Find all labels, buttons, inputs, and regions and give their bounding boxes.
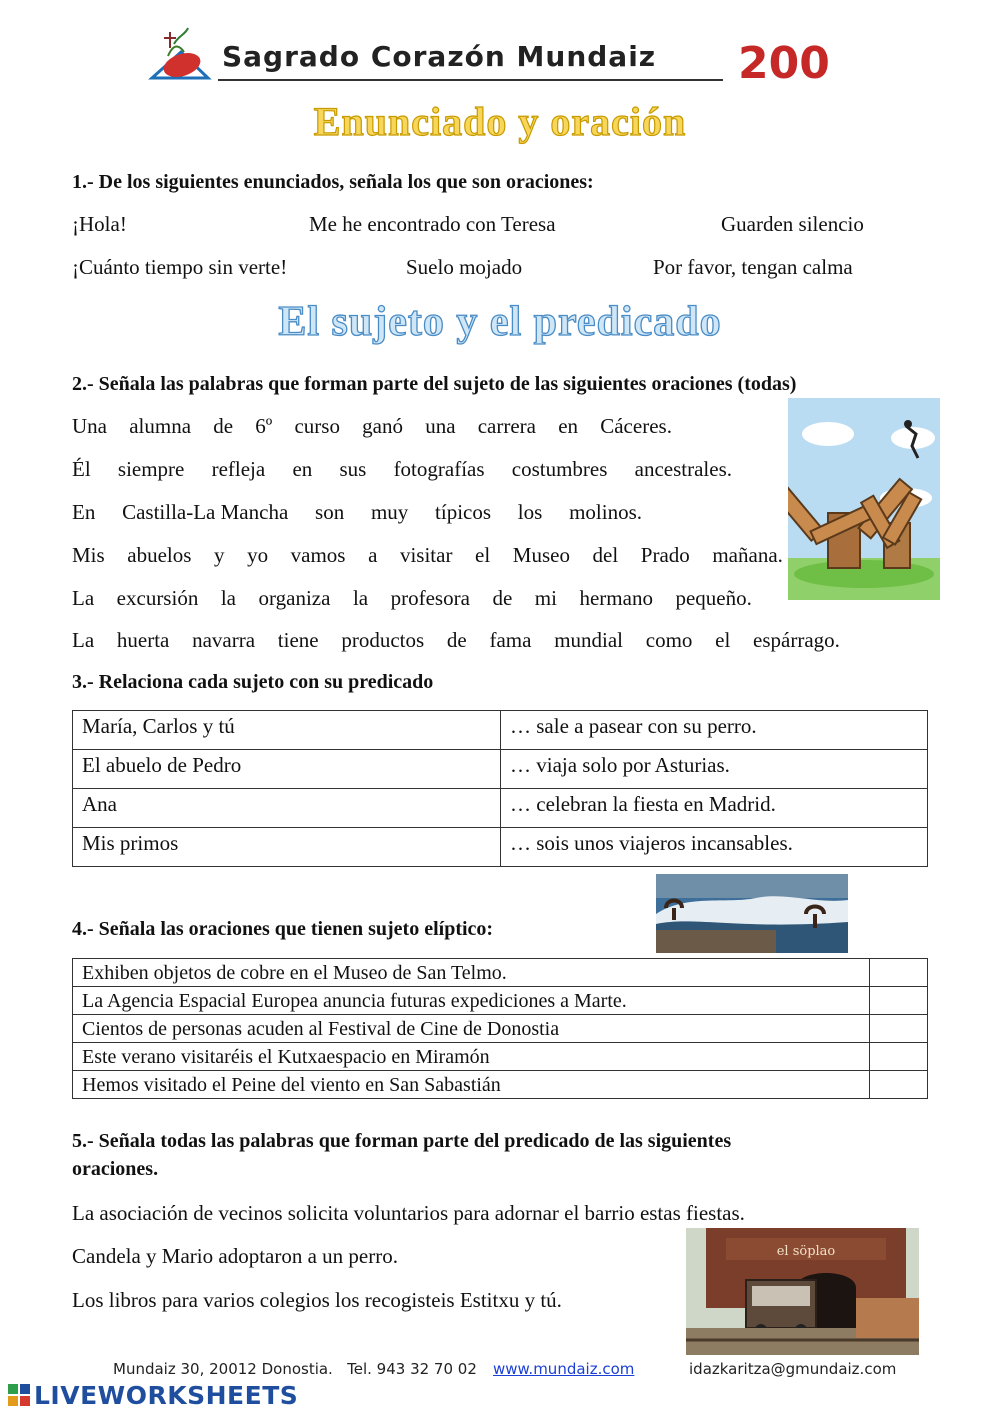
- q2-word[interactable]: Mis: [72, 543, 105, 567]
- q5-sentence[interactable]: Candela y Mario adoptaron a un perro.: [72, 1244, 398, 1268]
- table-row: [73, 1071, 928, 1099]
- table-row: [73, 750, 928, 789]
- peine-del-viento-photo: [656, 874, 848, 953]
- q4-checkbox-cell[interactable]: [870, 959, 928, 987]
- school-name: Sagrado Corazón Mundaiz: [222, 40, 657, 73]
- q5-heading-line1: 5.- Señala todas las palabras que forman parte del predicado de las siguientes: [72, 1130, 732, 1152]
- q2-word[interactable]: tiene: [277, 628, 319, 652]
- q5-sentence[interactable]: La asociación de vecinos solicita voluntarios para adornar el barrio estas fiestas.: [72, 1201, 745, 1225]
- elliptic-subject-table: [72, 958, 928, 1099]
- q5-sentence[interactable]: Los libros para varios colegios los recogisteis Estitxu y tú.: [72, 1288, 562, 1312]
- q2-sentence: [72, 414, 672, 439]
- q2-word[interactable]: la: [220, 586, 236, 610]
- footer-website-link[interactable]: www.mundaiz.com: [493, 1360, 635, 1378]
- q2-word[interactable]: abuelos: [127, 543, 192, 567]
- el-soplao-photo: [686, 1228, 919, 1355]
- section-title-sujeto-predicado: El sujeto y el predicado: [278, 299, 722, 345]
- q2-word[interactable]: La: [72, 628, 95, 652]
- el-soplao-sign: el söplao: [776, 1244, 836, 1259]
- q2-word[interactable]: mañana.: [712, 543, 783, 567]
- q2-word[interactable]: 6º: [255, 414, 273, 438]
- q2-word[interactable]: y: [214, 543, 225, 567]
- q2-word[interactable]: visitar: [399, 543, 453, 567]
- q2-word[interactable]: típicos: [435, 500, 492, 524]
- footer-address: Mundaiz 30, 20012 Donostia. Tel. 943 32 70 02: [113, 1360, 477, 1378]
- q2-sentence: [72, 628, 840, 653]
- footer-email: idazkaritza@gmundaiz.com: [689, 1360, 897, 1378]
- q2-word[interactable]: huerta: [116, 628, 170, 652]
- q2-word[interactable]: Museo: [512, 543, 570, 567]
- predicate-cell[interactable]: … viaja solo por Asturias.: [501, 750, 928, 789]
- table-row: [73, 987, 928, 1015]
- subject-cell[interactable]: Mis primos: [73, 828, 501, 867]
- q2-word[interactable]: en: [292, 457, 313, 481]
- table-row: [73, 789, 928, 828]
- subject-predicate-table: [72, 710, 928, 867]
- q2-word[interactable]: pequeño.: [675, 586, 752, 610]
- q2-word[interactable]: una: [425, 414, 456, 438]
- q2-word[interactable]: los: [517, 500, 543, 524]
- q2-word[interactable]: refleja: [211, 457, 266, 481]
- q2-sentence: [72, 500, 642, 525]
- q2-word[interactable]: del: [592, 543, 619, 567]
- q4-checkbox-cell[interactable]: [870, 1043, 928, 1071]
- q2-word[interactable]: Él: [72, 457, 91, 481]
- q2-word[interactable]: costumbres: [511, 457, 608, 481]
- q2-word[interactable]: Castilla-La Mancha: [122, 500, 289, 524]
- q1-option[interactable]: Por favor, tengan calma: [653, 255, 853, 279]
- subject-cell[interactable]: María, Carlos y tú: [73, 711, 501, 750]
- q4-sentence: La Agencia Espacial Europea anuncia futuras expediciones a Marte.: [73, 987, 870, 1015]
- q4-heading: 4.- Señala las oraciones que tienen sujeto elíptico:: [72, 918, 494, 940]
- q2-word[interactable]: a: [368, 543, 378, 567]
- q2-word[interactable]: yo: [247, 543, 269, 567]
- q2-word[interactable]: siempre: [117, 457, 185, 481]
- q2-word[interactable]: productos: [341, 628, 425, 652]
- q4-checkbox-cell[interactable]: [870, 1071, 928, 1099]
- q2-word[interactable]: Una: [72, 414, 107, 438]
- q2-word[interactable]: espárrago.: [753, 628, 840, 652]
- q2-word[interactable]: La: [72, 586, 95, 610]
- q2-word[interactable]: son: [315, 500, 345, 524]
- q2-word[interactable]: hermano: [579, 586, 653, 610]
- table-row: [73, 711, 928, 750]
- predicate-cell[interactable]: … sois unos viajeros incansables.: [501, 828, 928, 867]
- q2-word[interactable]: fotografías: [393, 457, 485, 481]
- predicate-cell[interactable]: … sale a pasear con su perro.: [501, 711, 928, 750]
- q1-option[interactable]: Me he encontrado con Teresa: [309, 212, 556, 236]
- q2-word[interactable]: carrera: [477, 414, 536, 438]
- anniversary-digit: 200: [738, 38, 830, 84]
- table-row: [73, 828, 928, 867]
- q2-word[interactable]: Prado: [640, 543, 690, 567]
- q2-heading: 2.- Señala las palabras que forman parte del sujeto de las siguientes oraciones (todas): [72, 373, 797, 395]
- q1-option[interactable]: ¡Cuánto tiempo sin verte!: [72, 255, 288, 279]
- header-rule: [218, 79, 723, 81]
- q4-sentence: Cientos de personas acuden al Festival de Cine de Donostia: [73, 1015, 870, 1043]
- q2-word[interactable]: como: [645, 628, 693, 652]
- q2-word[interactable]: curso: [294, 414, 340, 438]
- q5-heading-line2: oraciones.: [72, 1158, 159, 1180]
- q2-word[interactable]: navarra: [192, 628, 256, 652]
- q2-word[interactable]: en: [558, 414, 579, 438]
- q2-word[interactable]: fama: [489, 628, 532, 652]
- q1-heading: 1.- De los siguientes enunciados, señala los que son oraciones:: [72, 171, 594, 193]
- q2-word[interactable]: de: [446, 628, 467, 652]
- q2-sentence: [72, 457, 732, 482]
- q1-option[interactable]: Guarden silencio: [721, 212, 864, 236]
- q2-word[interactable]: sus: [339, 457, 367, 481]
- q1-option[interactable]: Suelo mojado: [406, 255, 523, 279]
- q2-word[interactable]: vamos: [290, 543, 346, 567]
- q2-word[interactable]: organiza: [258, 586, 331, 610]
- q2-word[interactable]: molinos.: [569, 500, 642, 524]
- q1-option[interactable]: ¡Hola!: [72, 212, 127, 236]
- q4-sentence: Exhiben objetos de cobre en el Museo de San Telmo.: [73, 959, 870, 987]
- q2-word[interactable]: de: [213, 414, 234, 438]
- section-title-enunciado: Enunciado y oración: [313, 99, 687, 144]
- q2-word[interactable]: mi: [534, 586, 557, 610]
- q4-sentence: Este verano visitaréis el Kutxaespacio en Miramón: [73, 1043, 870, 1071]
- subject-cell[interactable]: El abuelo de Pedro: [73, 750, 501, 789]
- q2-word[interactable]: la: [352, 586, 369, 610]
- q2-word[interactable]: ancestrales.: [634, 457, 732, 481]
- q2-word[interactable]: excursión: [116, 586, 199, 610]
- q4-checkbox-cell[interactable]: [870, 1015, 928, 1043]
- q2-word[interactable]: de: [492, 586, 513, 610]
- predicate-cell[interactable]: … celebran la fiesta en Madrid.: [501, 789, 928, 828]
- table-row: [73, 1043, 928, 1071]
- q2-word[interactable]: el: [715, 628, 731, 652]
- q2-word[interactable]: profesora: [390, 586, 470, 610]
- liveworksheets-watermark: LIVEWORKSHEETS: [34, 1381, 299, 1410]
- q4-checkbox-cell[interactable]: [870, 987, 928, 1015]
- q2-word[interactable]: En: [72, 500, 96, 524]
- table-row: [73, 1015, 928, 1043]
- q4-sentence: Hemos visitado el Peine del viento en San Sabastián: [73, 1071, 870, 1099]
- q2-word[interactable]: ganó: [362, 414, 403, 438]
- q2-sentence: [72, 543, 783, 568]
- q2-word[interactable]: mundial: [554, 628, 624, 652]
- q2-sentence: [72, 586, 752, 611]
- school-logo: [148, 22, 214, 84]
- q2-word[interactable]: el: [475, 543, 491, 567]
- q2-word[interactable]: muy: [370, 500, 409, 524]
- table-row: [73, 959, 928, 987]
- q2-word[interactable]: Cáceres.: [600, 414, 672, 438]
- anniversary-logo: [738, 22, 858, 84]
- windmill-illustration: [788, 398, 940, 600]
- q2-word[interactable]: alumna: [129, 414, 192, 438]
- liveworksheets-logo-icon: [8, 1384, 30, 1406]
- subject-cell[interactable]: Ana: [73, 789, 501, 828]
- q3-heading: 3.- Relaciona cada sujeto con su predicado: [72, 671, 434, 693]
